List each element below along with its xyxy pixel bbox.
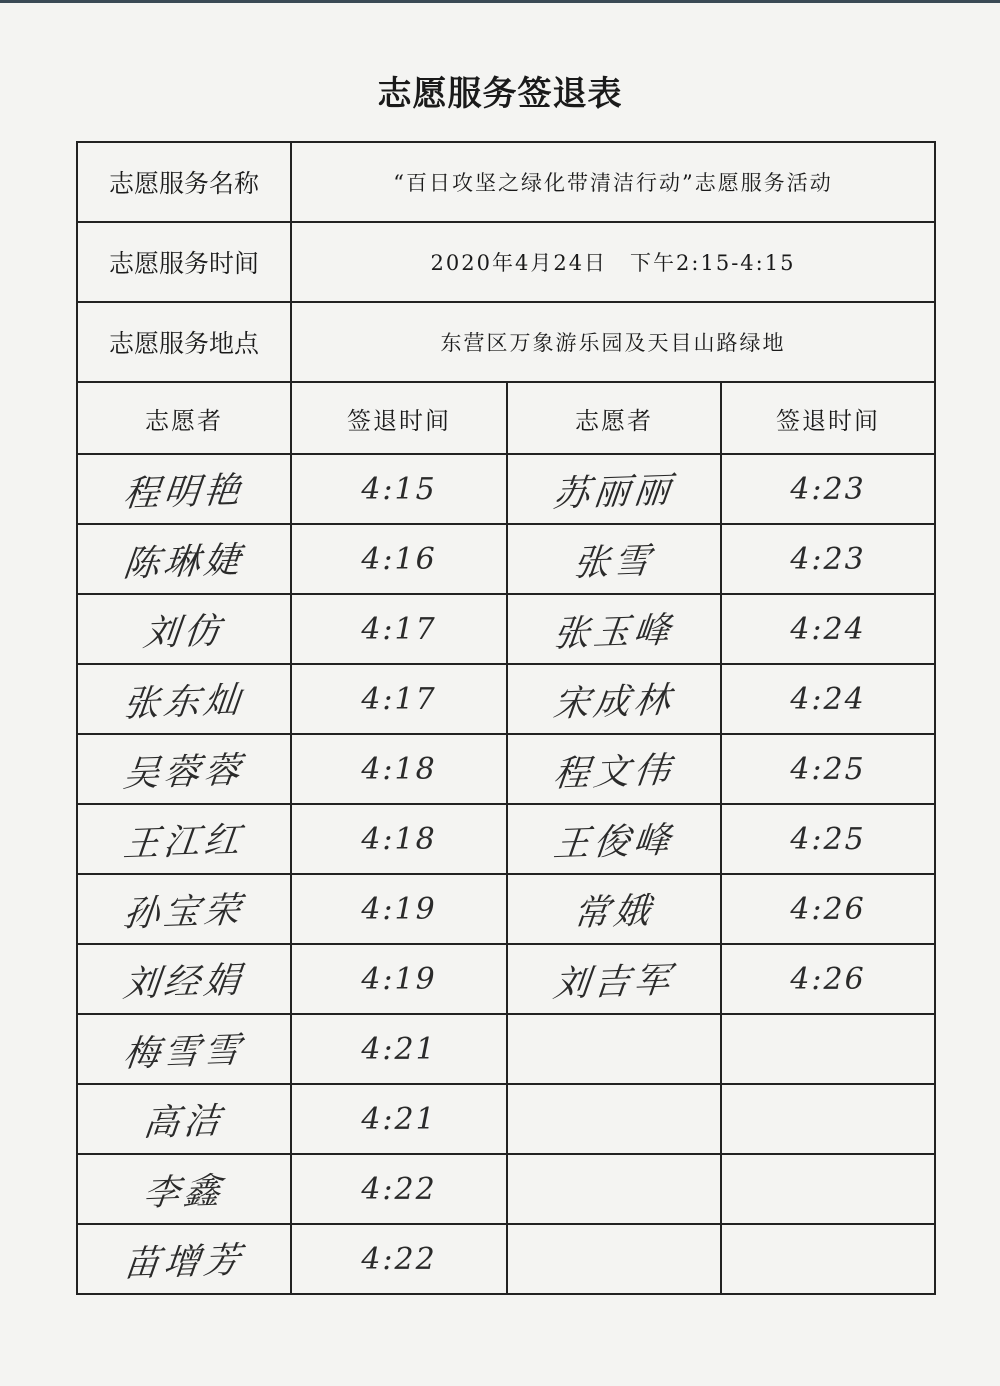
time-cell (721, 734, 935, 804)
signature-cell (77, 804, 291, 874)
table-row (77, 1084, 935, 1154)
volunteer-signature: 常娥 (571, 890, 657, 934)
signature-cell (77, 594, 291, 664)
signature-cell (507, 454, 721, 524)
signature-cell (77, 664, 291, 734)
signature-cell (507, 524, 721, 594)
info-label: 志愿服务时间 (77, 222, 291, 302)
table-row (77, 1014, 935, 1084)
table-row (77, 454, 935, 524)
sign-out-time: 4:21 (361, 1101, 437, 1137)
sign-out-time: 4:22 (361, 1171, 437, 1207)
sign-out-time: 4:24 (790, 611, 866, 647)
sign-out-time: 4:21 (361, 1031, 437, 1067)
volunteer-signature: 梅雪雪 (121, 1029, 247, 1075)
time-cell (721, 804, 935, 874)
time-cell (291, 1154, 507, 1224)
signature-cell (77, 524, 291, 594)
column-header: 志愿者 (77, 382, 291, 454)
volunteer-signature: 程文伟 (551, 749, 677, 795)
signature-cell (77, 1084, 291, 1154)
signature-cell (77, 874, 291, 944)
time-cell (721, 594, 935, 664)
sign-out-time: 4:23 (790, 471, 866, 507)
time-cell (721, 664, 935, 734)
sign-out-time: 4:19 (361, 891, 437, 927)
info-section (77, 142, 935, 382)
sign-out-time: 4:23 (790, 541, 866, 577)
column-header: 志愿者 (507, 382, 721, 454)
column-header: 签退时间 (721, 382, 935, 454)
sign-out-time: 4:22 (361, 1241, 437, 1277)
volunteer-signature: 孙宝荣 (121, 889, 247, 935)
volunteer-signature: 王俊峰 (551, 819, 677, 865)
time-cell (291, 454, 507, 524)
time-cell (721, 1014, 935, 1084)
volunteer-signature: 刘仿 (141, 610, 227, 654)
info-row-name (77, 142, 935, 222)
time-cell (291, 524, 507, 594)
signature-cell (507, 1154, 721, 1224)
signature-cell (507, 1084, 721, 1154)
table-row (77, 944, 935, 1014)
sign-out-time: 4:26 (790, 961, 866, 997)
table-row (77, 1224, 935, 1294)
volunteer-signature: 张玉峰 (551, 609, 677, 655)
table-row (77, 664, 935, 734)
signature-cell (77, 1224, 291, 1294)
time-cell (291, 594, 507, 664)
time-cell (291, 1224, 507, 1294)
signature-cell (507, 664, 721, 734)
signature-cell (77, 454, 291, 524)
table-row (77, 594, 935, 664)
volunteer-signature: 高洁 (141, 1100, 227, 1144)
volunteer-signature: 刘经娟 (121, 959, 247, 1005)
roster-section (77, 382, 935, 454)
info-value: “百日攻坚之绿化带清洁行动”志愿服务活动 (291, 142, 935, 222)
time-cell (721, 1224, 935, 1294)
time-cell (291, 1014, 507, 1084)
signature-cell (77, 1014, 291, 1084)
volunteer-signature: 苗增芳 (121, 1239, 247, 1285)
volunteer-signature: 张雪 (571, 540, 657, 584)
sign-out-time: 4:15 (361, 471, 437, 507)
signature-cell (77, 944, 291, 1014)
signature-cell (77, 1154, 291, 1224)
signature-cell (507, 874, 721, 944)
signature-cell (507, 734, 721, 804)
time-cell (291, 804, 507, 874)
scan-top-edge (0, 0, 1000, 3)
volunteer-signature: 李鑫 (141, 1170, 227, 1214)
volunteer-signature: 苏丽丽 (551, 469, 677, 515)
sign-out-time: 4:19 (361, 961, 437, 997)
sign-out-time: 4:16 (361, 541, 437, 577)
volunteer-signature: 吴蓉蓉 (121, 749, 247, 795)
column-header-row (77, 382, 935, 454)
info-row-location (77, 302, 935, 382)
sign-out-time: 4:18 (361, 751, 437, 787)
signature-cell (77, 734, 291, 804)
time-cell (291, 664, 507, 734)
sign-out-table (76, 141, 936, 1295)
time-cell (291, 874, 507, 944)
sign-out-time: 4:24 (790, 681, 866, 717)
page-title: 志愿服务签退表 (377, 74, 623, 114)
volunteer-signature: 王江红 (121, 819, 247, 865)
signature-cell (507, 1224, 721, 1294)
sign-out-time: 4:17 (361, 611, 437, 647)
table-row (77, 874, 935, 944)
column-header: 签退时间 (291, 382, 507, 454)
signature-cell (507, 804, 721, 874)
sign-out-time: 4:17 (361, 681, 437, 717)
signature-cell (507, 944, 721, 1014)
volunteer-signature: 张东灿 (121, 679, 247, 725)
roster-rows (77, 454, 935, 1294)
info-label: 志愿服务名称 (77, 142, 291, 222)
sign-out-time: 4:26 (790, 891, 866, 927)
time-cell (721, 454, 935, 524)
sign-out-time: 4:18 (361, 821, 437, 857)
info-row-time (77, 222, 935, 302)
time-cell (291, 1084, 507, 1154)
volunteer-signature: 程明艳 (121, 469, 247, 515)
sign-out-time: 4:25 (790, 821, 866, 857)
time-cell (721, 524, 935, 594)
signature-cell (507, 1014, 721, 1084)
volunteer-signature: 刘吉军 (551, 959, 677, 1005)
signature-cell (507, 594, 721, 664)
sign-out-time: 4:25 (790, 751, 866, 787)
time-cell (721, 1084, 935, 1154)
time-cell (291, 734, 507, 804)
table-row (77, 524, 935, 594)
time-cell (721, 944, 935, 1014)
time-cell (721, 1154, 935, 1224)
info-value: 2020年4月24日 下午2:15-4:15 (291, 222, 935, 302)
volunteer-signature: 宋成林 (551, 679, 677, 725)
info-label: 志愿服务地点 (77, 302, 291, 382)
time-cell (291, 944, 507, 1014)
table-row (77, 1154, 935, 1224)
info-value: 东营区万象游乐园及天目山路绿地 (291, 302, 935, 382)
table-row (77, 804, 935, 874)
volunteer-signature: 陈琳婕 (121, 539, 247, 585)
time-cell (721, 874, 935, 944)
table-row (77, 734, 935, 804)
